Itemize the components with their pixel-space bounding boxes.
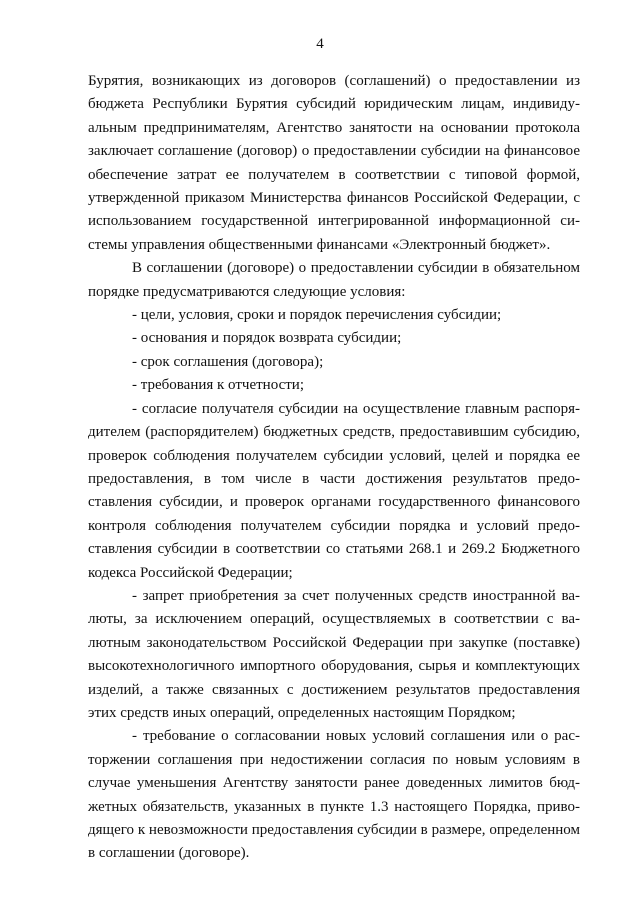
list-item-refund: - основания и порядок возврата субсидии; xyxy=(132,330,402,347)
list-item-reporting: - требования к отчетности; xyxy=(132,377,304,394)
list-item-term: - срок соглашения (договора); xyxy=(132,353,324,370)
paragraph-conditions-intro: В соглашении (договоре) о предоставлении субсидии в обязательном порядке предусматриваются следующие условия: xyxy=(88,260,580,300)
paragraph-continuation: Бурятия, возникающих из договоров (соглашений) о предоставлении из бюджета Республики Бурятия субсидий юридическим лицам, индивидуальным предпринимателям, Агентство занятости на основании протокола заключает соглашение (договор) о предоставлении субсидии на финансовое обеспечение затрат ее получателем в соответствии с типовой формой, утвержденной приказом Министерства финансов Российской Федерации, с использованием государственной интегрированной информационной системы управления общественными финансами «Электронный бюджет». xyxy=(88,73,580,253)
list-item-goals: - цели, условия, сроки и порядок перечисления субсидии; xyxy=(132,307,502,324)
list-item-renegotiation: - требование о согласовании новых условий соглашения или о расторжении соглашения при недостижении согласия по новым условиям в случае уменьшения Агентству занятости ранее доведенных лимитов бюджетных обязательств, указанных в пункте 1.3 настоящего Порядка, приводящего к невозможности предоставления субсидии в размере, определенном в соглашении (договоре). xyxy=(88,728,580,862)
page-number: 4 xyxy=(316,36,324,52)
list-item-consent: - согласие получателя субсидии на осуществление главным распорядителем (распорядителем) бюджетных средств, предоставившим субсидию, проверок соблюдения получателем субсидии условий, целей и порядка ее предоставления, в том числе в части достижения результатов предоставления субсидии, и проверок органами государственного финансового контроля соблюдения получателем субсидии порядка и условий предоставления субсидии в соответствии со статьями 268.1 и 269.2 Бюджетного кодекса Российской Федерации; xyxy=(88,400,580,581)
document-body xyxy=(88,70,580,866)
list-item-currency-ban: - запрет приобретения за счет полученных средств иностранной валюты, за исключением операций, осуществляемых в соответствии с валютным законодательством Российской Федерации при закупке (поставке) высокотехнологичного импортного оборудования, сырья и комплектующих изделий, а также связанных с достижением результатов предоставления этих средств иных операций, определенных настоящим Порядком; xyxy=(88,587,580,721)
